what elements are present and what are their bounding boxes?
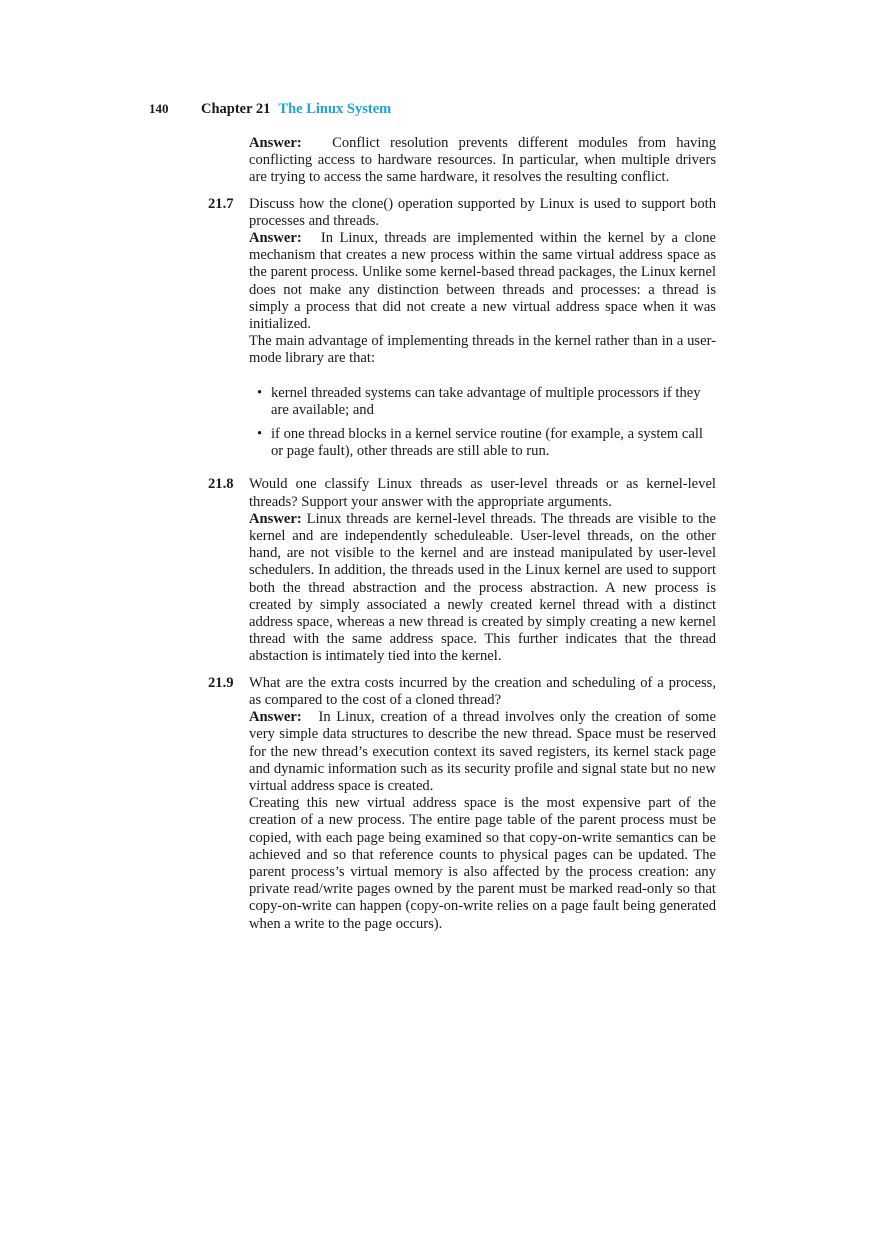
question-21-8 [208, 476, 716, 665]
chapter-label: Chapter 21 [201, 101, 271, 117]
running-header [149, 101, 391, 118]
question-text: What are the extra costs incurred by the creation and scheduling of a process, as compared to the cost of a cloned thread? [249, 674, 716, 708]
answer-label: Answer: [249, 230, 302, 247]
answer-label: Answer: [249, 135, 302, 151]
previous-answer [249, 135, 716, 187]
chapter-title: The Linux System [278, 101, 392, 117]
bullet-icon: • [257, 384, 263, 401]
question-number: 21.9 [208, 674, 234, 691]
list-item: • if one thread blocks in a kernel service routine (for example, a system call or page fault), other threads are still able to run. [257, 426, 703, 460]
answer-paragraph: The main advantage of implementing threads in the kernel rather than in a user-mode library are that: [249, 333, 716, 367]
question-number: 21.8 [208, 476, 234, 493]
answer-label: Answer: [249, 709, 302, 726]
question-number: 21.7 [208, 195, 234, 212]
question-21-9 [208, 674, 716, 933]
advantages-list [249, 385, 716, 461]
answer-label: Answer: [249, 510, 302, 527]
page-body [208, 135, 716, 933]
list-item: • kernel threaded systems can take advantage of multiple processors if they are available; and [257, 384, 701, 418]
bullet-icon: • [257, 426, 263, 443]
question-text: Would one classify Linux threads as user-level threads or as kernel-level threads? Support your answer with the appropriate arguments. [249, 476, 716, 510]
answer-text: In Linux, threads are implemented within the kernel by a clone mechanism that creates a new process within the same virtual address space as the parent process. Unlike some kernel-based thread packages, the Linux kernel does not make any distinction between threads and processes: a thread is simply a process that did not create a new virtual address space when it was initialized. [249, 230, 716, 333]
page-number: 140 [149, 101, 169, 116]
answer-text: In Linux, creation of a thread involves only the creation of some very simple data structures to describe the new thread. Space must be reserved for the new thread’s execution context its saved registers, its kernel stack page and dynamic information such as its security profile and signal state but no new virtual address space is created. [249, 709, 716, 794]
answer-text: Linux threads are kernel-level threads. The threads are visible to the kernel and are independently scheduleable. User-level threads, on the other hand, are not visible to the kernel and are instead manipulated by user-level schedulers. In addition, the threads used in the Linux kernel are used to support both the thread abstraction and the process abstraction. A new process is created by simply associated a newly created kernel thread with a distinct address space, whereas a new thread is created by simply creating a new kernel thread with the same address space. This further indicates that the thread abstaction is intimately tied into the kernel. [249, 510, 716, 665]
question-text: Discuss how the clone() operation supported by Linux is used to support both processes and threads. [249, 195, 716, 229]
question-21-7 [208, 195, 716, 461]
answer-paragraph: Creating this new virtual address space is the most expensive part of the creation of a new process. The entire page table of the parent process must be copied, with each page being examined so that copy-on-write semantics can be achieved and so that reference counts to physical pages can be updated. The parent process’s virtual memory is also affected by the process creation: any private read/write pages owned by the parent must be marked read-only so that copy-on-write can happen (copy-on-write relies on a page fault being generated when a write to the page occurs). [249, 795, 716, 932]
answer-text: Conflict resolution prevents different modules from having conflicting access to hardware resources. In particular, when multiple drivers are trying to access the same hardware, it resolves the resulting conflict. [249, 135, 716, 186]
